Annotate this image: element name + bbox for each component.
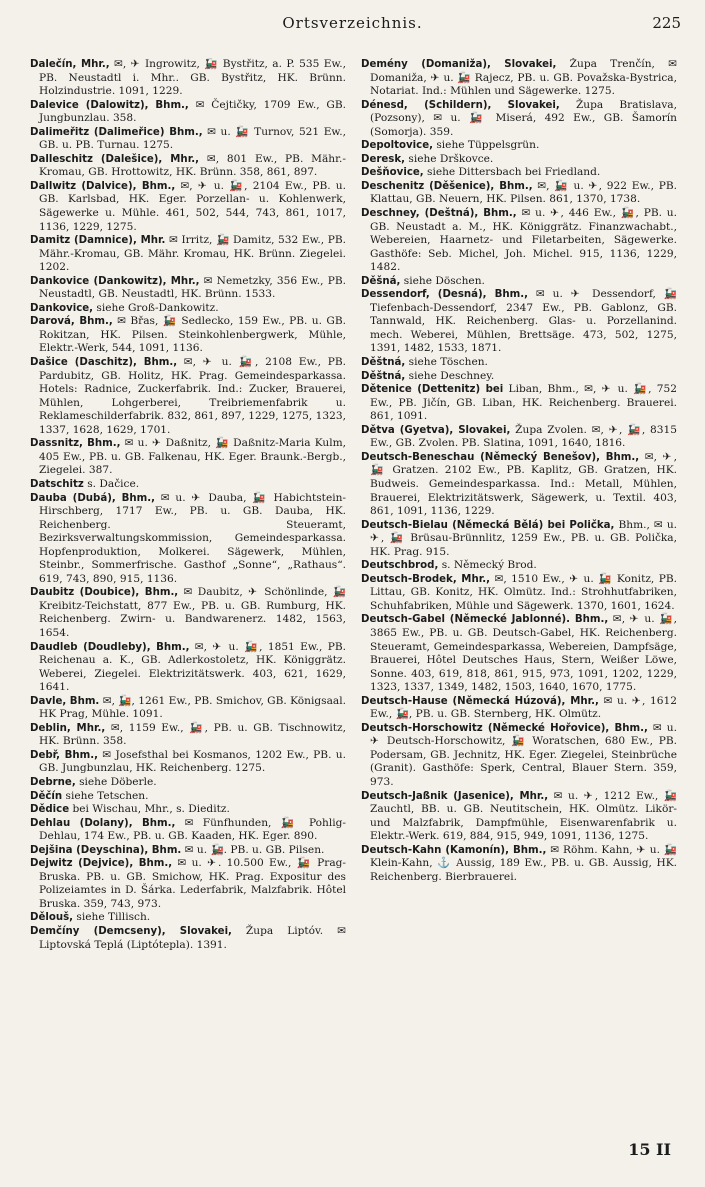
entry-text: ✉ u. ✈ Daßnitz, 🚂 Daßnitz-Maria Kulm, 405 Ew., PB. u. GB. Falkenau, HK. Eger. Braunk.-Bergb., Ziegelei. 387. (39, 437, 346, 477)
entry-text: ✉, ✈, 🚂 Gratzen. 2102 Ew., PB. Kaplitz, GB. Gratzen, HK. Budweis. Gemeindesparkassa. Ind.: Metall, Mühlen, Brauerei, Elektrizitätswerk, Sägewerk, u. Textil. 403, 861, 1091, 1136, 1229. (370, 450, 677, 518)
entry-text: ✉, ✈ u. 🚂, 3865 Ew., PB. u. GB. Deutsch-Gabel, HK. Reichenberg. Steueramt, Gemeindesparkassa, Webereien, Dampfsäge, Brauerei, Hôtel Deutsches Haus, Stern, Weißer Löwe, Sonne. 403, 619, 818, 861, 915, 973, 1091, 1202, 1229, 1323, 1337, 1349, 1482, 1503, 1640, 1670, 1775. (370, 613, 677, 694)
gazetteer-entry (30, 844, 346, 858)
gazetteer-entry (30, 749, 346, 776)
gazetteer-entry (30, 315, 346, 356)
entry-text: ✉, 1159 Ew., 🚂, PB. u. GB. Tischnowitz, HK. Brünn. 358. (39, 721, 346, 748)
entry-headword: Dalimeřitz (Dalimeřice) Bhm., (30, 126, 203, 138)
entry-text: s. Německý Brod. (438, 559, 537, 572)
gazetteer-entry (361, 722, 677, 790)
entry-headword: Demčíny (Demcseny), Slovakei, (30, 926, 232, 937)
entry-headword: Dauba (Dubá), Bhm., (30, 492, 156, 504)
entry-headword: Deresk, (361, 153, 406, 165)
gazetteer-entry (361, 519, 677, 560)
entry-headword: Dalleschitz (Dalešice), Mhr., (30, 153, 199, 165)
signature-mark: 15 II (628, 1140, 671, 1159)
gazetteer-entry (361, 207, 677, 275)
entry-headword: Deutsch-Jaßnik (Jasenice), Mhr., (361, 790, 549, 802)
gazetteer-entry (30, 234, 346, 275)
page-title: Ortsverzeichnis. (282, 14, 423, 32)
entry-headword: Děštná, (361, 370, 406, 382)
entry-text: s. Dačice. (83, 477, 140, 490)
entry-headword: Deutsch-Kahn (Kamonín), Bhm., (361, 844, 547, 856)
gazetteer-entry (30, 925, 346, 952)
entry-headword: Děšná, (361, 275, 401, 287)
gazetteer-entry (30, 492, 346, 587)
entry-headword: Deutsch-Beneschau (Německý Benešov), Bhm., (361, 451, 640, 463)
entry-headword: Depoltovice, (361, 140, 433, 152)
gazetteer-entry (30, 478, 346, 492)
entry-text: siehe Tetschen. (62, 789, 149, 802)
page-number: 225 (652, 14, 681, 32)
entry-headword: Dědice (30, 804, 70, 816)
entry-text: ✉ Röhm. Kahn, ✈ u. 🚂 Klein-Kahn, ⚓ Aussig, 189 Ew., PB. u. GB. Aussig, HK. Reichenberg. Bierbrauerei. (370, 843, 677, 883)
entry-headword: Dankovice, (30, 302, 94, 314)
entry-headword: Dejšina (Deyschina), Bhm. (30, 844, 182, 856)
left-column (30, 58, 346, 1118)
entry-text: Bhm., ✉ u. ✈, 🚂 Brüsau-Brünnlitz, 1259 Ew., PB. u. GB. Polička, HK. Prag. 915. (370, 518, 677, 558)
entry-headword: Deblin, Mhr., (30, 722, 106, 734)
entry-text: ✉ u. ✈ Dessendorf, 🚂 Tiefenbach-Dessendorf, 2347 Ew., PB. Gablonz, GB. Tannwald, HK. Reichenberg. Glas- u. Porzellanind. mech. Weberei, Mühlen, Brettsäge. 473, 502, 1275, 1391, 1482, 1533, 1871. (370, 288, 677, 355)
entry-text: siehe Döberle. (75, 775, 157, 788)
right-column (361, 58, 677, 1118)
entry-headword: Dalevice (Dalowitz), Bhm., (30, 99, 189, 111)
entry-text: ✉ u. ✈ Deutsch-Horschowitz, 🚂 Woratschen, 680 Ew., PB. Podersam, GB. Jechnitz, HK. Eger. Ziegelei, Steinbrüche (Granit). Gasthöfe: Sperk, Central, Blauer Stern. 359, 973. (370, 721, 677, 788)
entry-headword: Deschenitz (Děšenice), Bhm., (361, 180, 533, 192)
entry-text: ✉, 1510 Ew., ✈ u. 🚂 Konitz, PB. Littau, GB. Konitz, HK. Olmütz. Ind.: Strohhutfabriken, Schuhfabriken, Mühle und Sägewerk. 1370, 1601, 1624. (370, 572, 677, 612)
gazetteer-entry (30, 857, 346, 911)
entry-text: ✉ u. ✈, 446 Ew., 🚂, PB. u. GB. Neustadt a. M., HK. Königgrätz. Finanzwachabt., Webereien, Haarnetz- und Filetarbeiten, Sägewerke. Gasthöfe: Seb. Michel, Joh. Michel. 915, 1136, 1229, 1482. (370, 207, 677, 274)
entry-text: ✉ Irritz, 🚂 Damitz, 532 Ew., PB. Mähr.-Kromau, GB. Mähr. Kromau, HK. Brünn. Ziegelei. 1202. (39, 234, 346, 274)
entry-headword: Datschitz (30, 478, 84, 490)
entry-text: ✉ Břas, 🚂 Sedlecko, 159 Ew., PB. u. GB. Rokitzan, HK. Pilsen. Steinkohlenbergwerk, Mühle, Elektr.-Werk, 544, 1091, 1136. (39, 315, 346, 355)
entry-headword: Debř, Bhm., (30, 749, 98, 761)
gazetteer-entry (361, 356, 677, 370)
entry-headword: Dělouš, (30, 912, 74, 924)
entry-headword: Deutsch-Horschowitz (Německé Hořovice), Bhm., (361, 722, 648, 734)
gazetteer-entry (361, 180, 677, 207)
entry-headword: Děčín (30, 790, 63, 802)
gazetteer-entry (361, 695, 677, 722)
entry-text: ✉ Daubitz, ✈ Schönlinde, 🚂 Kreibitz-Teichstatt, 877 Ew., PB. u. GB. Rumburg, HK. Reichenberg. Zwirn- u. Bandwarenerz. 1482, 1563, 1654. (39, 586, 346, 639)
entry-headword: Dessendorf, (Desná), Bhm., (361, 289, 528, 301)
gazetteer-entry (30, 695, 346, 722)
entry-headword: Deutsch-Hause (Německá Húzová), Mhr., (361, 695, 599, 707)
entry-text: ✉ u. 🚂 Turnov, 521 Ew., GB. u. PB. Turnau. 1275. (39, 125, 346, 152)
gazetteer-entry (30, 722, 346, 749)
entry-headword: Dénesd, (Schildern), Slovakei, (361, 99, 560, 111)
entry-text: ✉ u. ✈. 10.500 Ew., 🚂 Prag-Bruska. PB. u. GB. Smichow, HK. Prag. Expositur des Polizeiamtes in D. Šárka. Lederfabrik, Malzfabrik. Hôtel Bruska. 359, 743, 973. (39, 857, 346, 910)
entry-text: ✉, ✈ u. 🚂, 1851 Ew., PB. Reichenau a. K., GB. Adlerkostoletz, HK. Königgrätz. Weberei, Ziegelei. Elektrizitätswerk. 403, 621, 1629, 1641. (39, 640, 346, 694)
entry-headword: Deutsch-Gabel (Německé Jablonné). Bhm., (361, 614, 609, 626)
entry-text: ✉ Čejtičky, 1709 Ew., GB. Jungbunzlau. 358. (39, 98, 346, 125)
entry-text: Župa Liptóv. ✉ Liptovská Teplá (Liptótepla). 1391. (39, 925, 346, 951)
entry-text: ✉, 801 Ew., PB. Mähr.-Kromau, GB. Hrottowitz, HK. Brünn. 358, 861, 897. (39, 152, 346, 179)
entry-headword: Darová, Bhm., (30, 316, 113, 328)
gazetteer-entry (30, 776, 346, 790)
gazetteer-entry (30, 911, 346, 925)
entry-text: ✉, 🚂 u. ✈, 922 Ew., PB. Klattau, GB. Neuern, HK. Pilsen. 861, 1370, 1738. (370, 179, 677, 206)
gazetteer-entry (361, 424, 677, 451)
entry-text: ✉, 🚂, 1261 Ew., PB. Smichov, GB. Königsaal. HK Prag, Mühle. 1091. (39, 694, 346, 721)
entry-text: ✉, ✈ Ingrowitz, 🚂 Bystřitz, a. P. 535 Ew., PB. Neustadtl i. Mhr.. GB. Bystřitz, HK. Brünn. Holzindustrie. 1091, 1229. (39, 58, 346, 98)
entry-headword: Deutsch-Brodek, Mhr., (361, 573, 491, 585)
gazetteer-entry (30, 58, 346, 99)
entry-text: ✉ u. ✈, 1212 Ew., 🚂 Zauchtl, BB. u. GB. Neutitschein, HK. Olmütz. Likör- und Malzfabrik, Dampfmühle, Eisenwarenfabrik u. Elektr.-Werk. 619, 884, 915, 949, 1091, 1136, 1275. (370, 789, 677, 843)
gazetteer-entry (361, 573, 677, 614)
entry-text: ✉ Fünfhunden, 🚂 Pohlig-Dehlau, 174 Ew., PB. u. GB. Kaaden, HK. Eger. 890. (39, 816, 346, 843)
entry-text: siehe Drškovce. (405, 152, 494, 165)
gazetteer-entry (30, 99, 346, 126)
gazetteer-entry (361, 139, 677, 153)
entry-text: bei Wischau, Mhr., s. Dieditz. (69, 803, 230, 816)
gazetteer-entry (361, 288, 677, 356)
gazetteer-entry (30, 180, 346, 234)
entry-text: siehe Deschney. (405, 369, 495, 382)
entry-text: ✉ u. ✈ Dauba, 🚂 Habichtstein-Hirschberg, 1717 Ew., PB. u. GB. Dauba, HK. Reichenberg. Steueramt, Bezirksverwaltungskommission, Gemeindesparkassa. Hopfenproduktion, Molkerei. Sägewerk, Mühlen, Steinbr., Sommerfrische. Gasthof „Sonne“, „Rathaus“. 619, 743, 890, 915, 1136. (39, 491, 346, 585)
entry-headword: Daubitz (Doubice), Bhm., (30, 587, 179, 599)
entry-headword: Dejwitz (Dejvice), Bhm., (30, 858, 173, 870)
gazetteer-entry (361, 451, 677, 519)
entry-text: Liban, Bhm., ✉, ✈ u. 🚂, 752 Ew., PB. Jičín, GB. Liban, HK. Reichenberg. Brauerei. 861, 1091. (370, 383, 677, 423)
gazetteer-entry (361, 383, 677, 424)
gazetteer-entry (361, 613, 677, 694)
gazetteer-entry (30, 126, 346, 153)
entry-headword: Dankovice (Dankowitz), Mhr., (30, 275, 200, 287)
entry-headword: Dětva (Gyetva), Slovakei, (361, 424, 511, 436)
gazetteer-entry (361, 790, 677, 844)
entry-headword: Dešňovice, (361, 167, 424, 179)
entry-headword: Deutsch-Bielau (Německá Bělá) bei Polička, (361, 519, 615, 531)
entry-headword: Dallwitz (Dalvice), Bhm., (30, 180, 176, 192)
gazetteer-entry (361, 844, 677, 885)
entry-text: ✉ Josefsthal bei Kosmanos, 1202 Ew., PB. u. GB. Jungbunzlau, HK. Reichenberg. 1275. (39, 748, 346, 775)
entry-headword: Daudleb (Doudleby), Bhm., (30, 641, 190, 653)
entry-headword: Deschney, (Deštná), Bhm., (361, 208, 517, 220)
gazetteer-entry (361, 99, 677, 140)
entry-text: siehe Döschen. (400, 274, 485, 287)
entry-headword: Děštná, (361, 357, 406, 369)
gazetteer-entry (361, 370, 677, 384)
entry-headword: Demény (Domaniža), Slovakei, (361, 59, 557, 70)
entry-headword: Dětenice (Dettenitz) bei (361, 384, 504, 396)
entry-headword: Debrne, (30, 776, 76, 788)
entry-headword: Deutschbrod, (361, 560, 439, 572)
entry-text: siehe Groß-Dankowitz. (93, 301, 219, 314)
entry-headword: Dalečín, Mhr., (30, 59, 110, 70)
gazetteer-entry (361, 275, 677, 289)
entry-text: Župa Trenčín, ✉ Domaniža, ✈ u. 🚂 Rajecz, PB. u. GB. Považska-Bystrica, Notariat. Ind.: Mühlen und Sägewerke. 1275. (370, 58, 677, 98)
entry-text: Župa Zvolen. ✉, ✈, 🚂, 8315 Ew., GB. Zvolen. PB. Slatina, 1091, 1640, 1816. (370, 423, 677, 450)
gazetteer-entry (30, 302, 346, 316)
entry-text: ✉ u. ✈, 1612 Ew., 🚂, PB. u. GB. Sternberg, HK. Olmütz. (370, 694, 677, 721)
gazetteer-entry (30, 803, 346, 817)
entry-text: Župa Bratislava, (Pozsony), ✉ u. 🚂 Miserá, 492 Ew., GB. Šamorín (Somorja). 359. (370, 98, 677, 138)
gazetteer-entry (361, 153, 677, 167)
entry-text: ✉, ✈ u. 🚂, 2104 Ew., PB. u. GB. Karlsbad, HK. Eger. Porzellan- u. Kohlenwerk, Sägewerke u. Mühle. 461, 502, 544, 743, 861, 1017, 1136, 1229, 1275. (39, 179, 346, 233)
gazetteer-entry (361, 166, 677, 180)
entry-text: ✉ Nemetzky, 356 Ew., PB. Neustadtl, GB. Neustadtl, HK. Brünn. 1533. (39, 274, 346, 301)
entry-headword: Damitz (Damnice), Mhr. (30, 235, 166, 247)
gazetteer-entry (30, 275, 346, 302)
entry-headword: Dassnitz, Bhm., (30, 438, 121, 450)
entry-headword: Davle, Bhm. (30, 695, 100, 707)
gazetteer-entry (30, 356, 346, 437)
gazetteer-entry (30, 641, 346, 695)
entry-headword: Dehlau (Dolany), Bhm., (30, 817, 176, 829)
entry-text: siehe Tillisch. (73, 911, 151, 924)
gazetteer-entry (30, 437, 346, 478)
entry-text: siehe Dittersbach bei Friedland. (423, 166, 601, 179)
entry-text: ✉ u. 🚂. PB. u. GB. Pilsen. (181, 843, 325, 856)
gazetteer-entry (30, 817, 346, 844)
gazetteer-entry (361, 58, 677, 99)
entry-text: siehe Tüppelsgrün. (432, 139, 540, 152)
gazetteer-entry (30, 790, 346, 804)
entry-text: ✉, ✈ u. 🚂, 2108 Ew., PB. Pardubitz, GB. Holitz, HK. Prag. Gemeindesparkassa. Hotels: Radnice, Zuckerfabrik. Ind.: Zucker, Brauerei, Mühlen, Lohgerberei, Treibriemenfabrik u. Reklameschilderfabrik. 832, 861, 897, 1229, 1275, 1323, 1337, 1628, 1629, 1701. (39, 356, 346, 436)
gazetteer-entry (30, 153, 346, 180)
entry-headword: Dašice (Daschitz), Bhm., (30, 357, 178, 369)
entry-text: siehe Töschen. (405, 356, 488, 369)
gazetteer-entry (361, 559, 677, 573)
gazetteer-entry (30, 586, 346, 640)
